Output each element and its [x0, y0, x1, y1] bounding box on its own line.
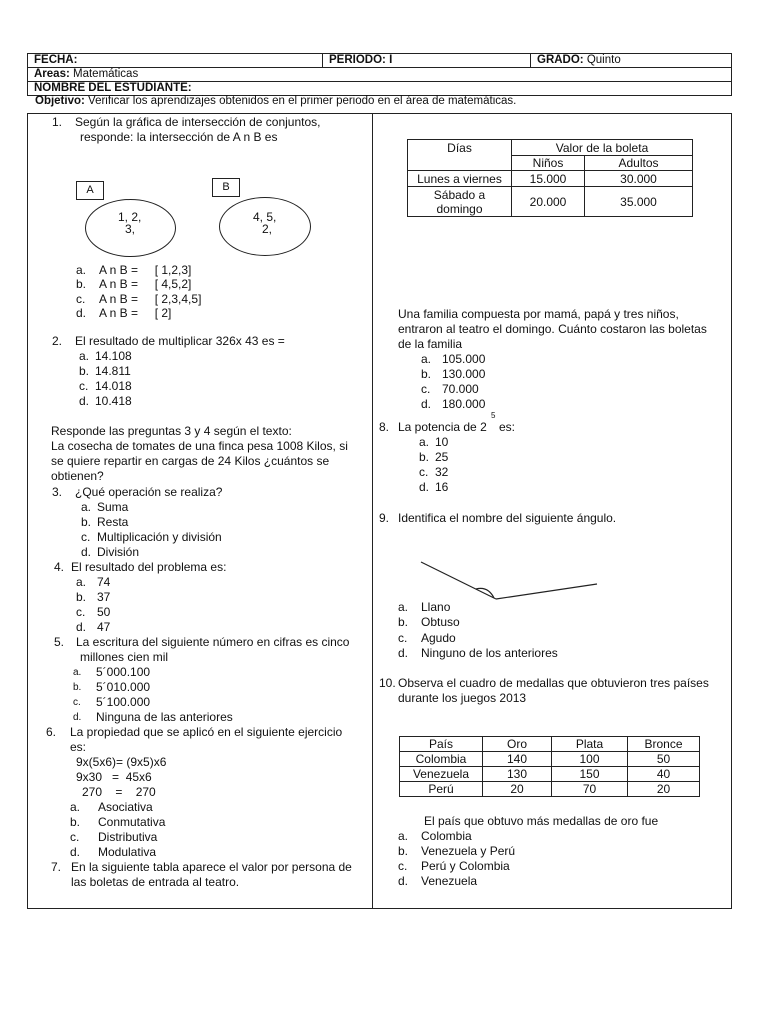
q4-text: El resultado del problema es:	[71, 560, 227, 574]
q2-opt-d[interactable]: 10.418	[95, 394, 132, 408]
q8-opt-d[interactable]: 16	[435, 480, 449, 494]
q6-opt-a-letter: a.	[70, 800, 81, 814]
q3-opt-d-letter: d.	[81, 545, 92, 559]
q6-example-1: 9x(5x6)= (9x5)x6	[76, 755, 167, 769]
q6-line1: La propiedad que se aplicó en el siguiente ejercicio	[70, 725, 343, 739]
q9-opt-a[interactable]: Llano	[421, 600, 451, 614]
q7-line2: las boletas de entrada al teatro.	[71, 875, 240, 889]
ticket-header-dias: Días	[408, 140, 512, 171]
medals-cell: Venezuela	[400, 767, 483, 782]
q1-line1: Según la gráfica de intersección de conjuntos,	[75, 115, 321, 129]
set-b-elements-1: 4, 5,	[253, 210, 277, 224]
q7-opt-a-letter: a.	[421, 352, 432, 366]
angle-ray-1	[421, 562, 496, 599]
q9-text: Identifica el nombre del siguiente ángulo.	[398, 511, 617, 525]
q8-opt-b[interactable]: 25	[435, 450, 449, 464]
q9-opt-b[interactable]: Obtuso	[421, 615, 460, 629]
q4-number: 4.	[54, 560, 65, 574]
q8-exponent: 5	[491, 411, 496, 420]
ticket-row2-adultos: 35.000	[585, 187, 693, 217]
q5-opt-d-letter: d.	[73, 712, 82, 723]
ticket-row1-day: Lunes a viernes	[408, 171, 512, 187]
q7-problem-line2: entraron al teatro el domingo. Cuánto costaron las boletas	[398, 322, 707, 336]
medals-header-pais: País	[400, 737, 483, 752]
medals-cell: 50	[628, 752, 700, 767]
q1-opt-c-letter: c.	[76, 292, 86, 306]
q1-opt-d[interactable]: A n B = [ 2]	[99, 306, 172, 320]
periodo-label: PERIODO:	[329, 54, 386, 66]
medals-header-bronce: Bronce	[628, 737, 700, 752]
q9-opt-d[interactable]: Ninguno de los anteriores	[421, 646, 558, 660]
medals-cell: 20	[483, 782, 552, 797]
medals-header-oro: Oro	[483, 737, 552, 752]
set-b-label: B	[212, 178, 240, 197]
q6-opt-b[interactable]: Conmutativa	[98, 815, 166, 829]
q7-opt-d-letter: d.	[421, 397, 432, 411]
ticket-price-table	[407, 139, 693, 217]
angle-figure	[418, 558, 618, 604]
q6-opt-c[interactable]: Distributiva	[98, 830, 158, 844]
ticket-row2-day-line2: domingo	[436, 201, 483, 216]
q10-opt-b[interactable]: Venezuela y Perú	[421, 844, 516, 858]
q1-opt-a[interactable]: A n B = [ 1,2,3]	[99, 263, 192, 277]
q5-opt-b[interactable]: 5´010.000	[96, 680, 151, 694]
ticket-row1-adultos: 30.000	[585, 171, 693, 187]
q8-opt-d-letter: d.	[419, 480, 430, 494]
q4-opt-b[interactable]: 37	[97, 590, 111, 604]
q3-opt-b[interactable]: Resta	[97, 515, 129, 529]
q7-number: 7.	[51, 860, 62, 874]
q5-opt-d[interactable]: Ninguna de las anteriores	[96, 710, 233, 724]
q9-opt-b-letter: b.	[398, 615, 409, 629]
q2-number: 2.	[52, 334, 63, 348]
q8-opt-c[interactable]: 32	[435, 465, 449, 479]
q10-opt-c-letter: c.	[398, 859, 408, 873]
q7-line1: En la siguiente tabla aparece el valor por persona de	[71, 860, 352, 874]
q10-question: El país que obtuvo más medallas de oro fue	[424, 814, 659, 828]
grado-value: Quinto	[586, 54, 621, 66]
q2-opt-b[interactable]: 14.811	[95, 364, 131, 378]
areas-value: Matemáticas	[73, 68, 139, 80]
q5-line2: millones cien mil	[80, 650, 169, 664]
medals-cell: 130	[483, 767, 552, 782]
set-a-label: A	[76, 181, 104, 200]
medals-header-plata: Plata	[552, 737, 628, 752]
q5-number: 5.	[54, 635, 65, 649]
medals-cell: 20	[628, 782, 700, 797]
intro34-line4: obtienen?	[51, 469, 104, 483]
q3-opt-a[interactable]: Suma	[97, 500, 129, 514]
q10-opt-a-letter: a.	[398, 829, 409, 843]
ticket-header-ninos: Niños	[512, 156, 585, 171]
q4-opt-d-letter: d.	[76, 620, 87, 634]
q6-opt-b-letter: b.	[70, 815, 81, 829]
fecha-label: FECHA:	[34, 54, 78, 66]
grado-label: GRADO:	[537, 54, 584, 66]
q9-opt-a-letter: a.	[398, 600, 409, 614]
q9-number: 9.	[379, 511, 390, 525]
medals-cell: Perú	[400, 782, 483, 797]
q4-opt-d[interactable]: 47	[97, 620, 111, 634]
student-name-label: NOMBRE DEL ESTUDIANTE:	[34, 82, 192, 94]
medals-cell: 100	[552, 752, 628, 767]
q3-opt-c-letter: c.	[81, 530, 91, 544]
q8-text-before: La potencia de 2	[398, 420, 487, 434]
q1-opt-b[interactable]: A n B = [ 4,5,2]	[99, 277, 192, 291]
q3-opt-b-letter: b.	[81, 515, 92, 529]
intro34-line2: La cosecha de tomates de una finca pesa 1008 Kilos, si	[51, 439, 348, 453]
q4-opt-c[interactable]: 50	[97, 605, 111, 619]
q5-opt-c[interactable]: 5´100.000	[96, 695, 151, 709]
q4-opt-a-letter: a.	[76, 575, 87, 589]
q1-opt-a-letter: a.	[76, 263, 87, 277]
q5-line1: La escritura del siguiente número en cifras es cinco	[76, 635, 350, 649]
q7-opt-b[interactable]: 130.000	[442, 367, 486, 381]
q5-opt-a[interactable]: 5´000.100	[96, 665, 151, 679]
q10-opt-d-letter: d.	[398, 874, 409, 888]
medals-table	[399, 736, 700, 797]
q2-text: El resultado de multiplicar 326x 43 es =	[75, 334, 285, 348]
set-b-elements-2: 2,	[262, 222, 273, 236]
q8-opt-b-letter: b.	[419, 450, 430, 464]
q1-line2: responde: la intersección de A n B es	[80, 130, 278, 144]
q6-opt-a[interactable]: Asociativa	[98, 800, 153, 814]
q10-opt-b-letter: b.	[398, 844, 409, 858]
medals-cell: 150	[552, 767, 628, 782]
q3-opt-a-letter: a.	[81, 500, 92, 514]
ticket-row2-day-line1: Sábado a	[433, 187, 486, 202]
q1-opt-d-letter: d.	[76, 306, 87, 320]
q7-opt-c-letter: c.	[421, 382, 431, 396]
areas-label: Areas:	[34, 68, 70, 80]
intro34-line3: se quiere repartir en cargas de 24 Kilos ¿cuántos se	[51, 454, 330, 468]
q8-opt-a[interactable]: 10	[435, 435, 449, 449]
q7-opt-b-letter: b.	[421, 367, 432, 381]
q7-problem-line1: Una familia compuesta por mamá, papá y tres niños,	[398, 307, 679, 321]
q4-opt-c-letter: c.	[76, 605, 86, 619]
q2-opt-a[interactable]: 14.108	[95, 349, 132, 363]
ticket-row1-ninos: 15.000	[512, 171, 585, 187]
q3-opt-c[interactable]: Multiplicación y división	[97, 530, 222, 544]
q9-opt-c[interactable]: Agudo	[421, 631, 456, 645]
q6-number: 6.	[46, 725, 57, 739]
objective	[27, 95, 732, 107]
q3-opt-d[interactable]: División	[97, 545, 140, 559]
periodo-value: I	[389, 54, 393, 66]
q5-opt-a-letter: a.	[73, 667, 82, 678]
q8-number: 8.	[379, 420, 390, 434]
q2-opt-c-letter: c.	[79, 379, 89, 393]
q1-opt-c[interactable]: A n B = [ 2,3,4,5]	[99, 292, 202, 306]
q9-opt-c-letter: c.	[398, 631, 408, 645]
angle-ray-2	[496, 584, 597, 599]
q5-opt-c-letter: c.	[73, 697, 81, 708]
medals-cell: Colombia	[400, 752, 483, 767]
medals-cell: 40	[628, 767, 700, 782]
q1-number: 1.	[52, 115, 63, 129]
q10-number: 10.	[379, 676, 396, 690]
q2-opt-a-letter: a.	[79, 349, 90, 363]
ticket-row2-ninos: 20.000	[512, 187, 585, 217]
q1-opt-b-letter: b.	[76, 277, 87, 291]
q7-problem-line3: de la familia	[398, 337, 463, 351]
medals-cell: 140	[483, 752, 552, 767]
q10-opt-d[interactable]: Venezuela	[421, 874, 478, 888]
objetivo-label: Objetivo:	[35, 95, 85, 107]
medals-cell: 70	[552, 782, 628, 797]
q8-opt-c-letter: c.	[419, 465, 429, 479]
q4-opt-b-letter: b.	[76, 590, 87, 604]
q2-opt-b-letter: b.	[79, 364, 90, 378]
q10-line1: Observa el cuadro de medallas que obtuvieron tres países	[398, 676, 709, 690]
q10-opt-c[interactable]: Perú y Colombia	[421, 859, 510, 873]
q3-text: ¿Qué operación se realiza?	[75, 485, 223, 499]
q7-opt-d[interactable]: 180.000	[442, 397, 486, 411]
q6-example-2: 9x30 = 45x6	[76, 770, 152, 784]
q10-opt-a[interactable]: Colombia	[421, 829, 472, 843]
q2-opt-c[interactable]: 14.018	[95, 379, 132, 393]
column-divider	[372, 113, 373, 909]
ticket-header-adultos: Adultos	[585, 156, 693, 171]
q7-opt-c[interactable]: 70.000	[442, 382, 479, 396]
q10-line2: durante los juegos 2013	[398, 691, 527, 705]
set-a-elements-1: 1, 2,	[118, 210, 142, 224]
header-table	[27, 53, 732, 96]
q5-opt-b-letter: b.	[73, 682, 82, 693]
q3-number: 3.	[52, 485, 63, 499]
q6-example-3: 270 = 270	[82, 785, 156, 799]
q8-opt-a-letter: a.	[419, 435, 430, 449]
q6-opt-d-letter: d.	[70, 845, 81, 859]
set-a-elements-2: 3,	[125, 222, 136, 236]
intro34-line1: Responde las preguntas 3 y 4 según el texto:	[51, 424, 292, 438]
q4-opt-a[interactable]: 74	[97, 575, 111, 589]
ticket-row2-day	[408, 187, 512, 217]
q6-opt-d[interactable]: Modulativa	[98, 845, 157, 859]
q2-opt-d-letter: d.	[79, 394, 90, 408]
ticket-header-valor: Valor de la boleta	[512, 140, 693, 156]
q8-text-after: es:	[499, 420, 516, 434]
objetivo-value: Verificar los aprendizajes obtenidos en el primer periodo en el área de matemáticas.	[88, 95, 517, 107]
q6-opt-c-letter: c.	[70, 830, 80, 844]
q7-opt-a[interactable]: 105.000	[442, 352, 486, 366]
q6-line2: es:	[70, 740, 87, 754]
q9-opt-d-letter: d.	[398, 646, 409, 660]
